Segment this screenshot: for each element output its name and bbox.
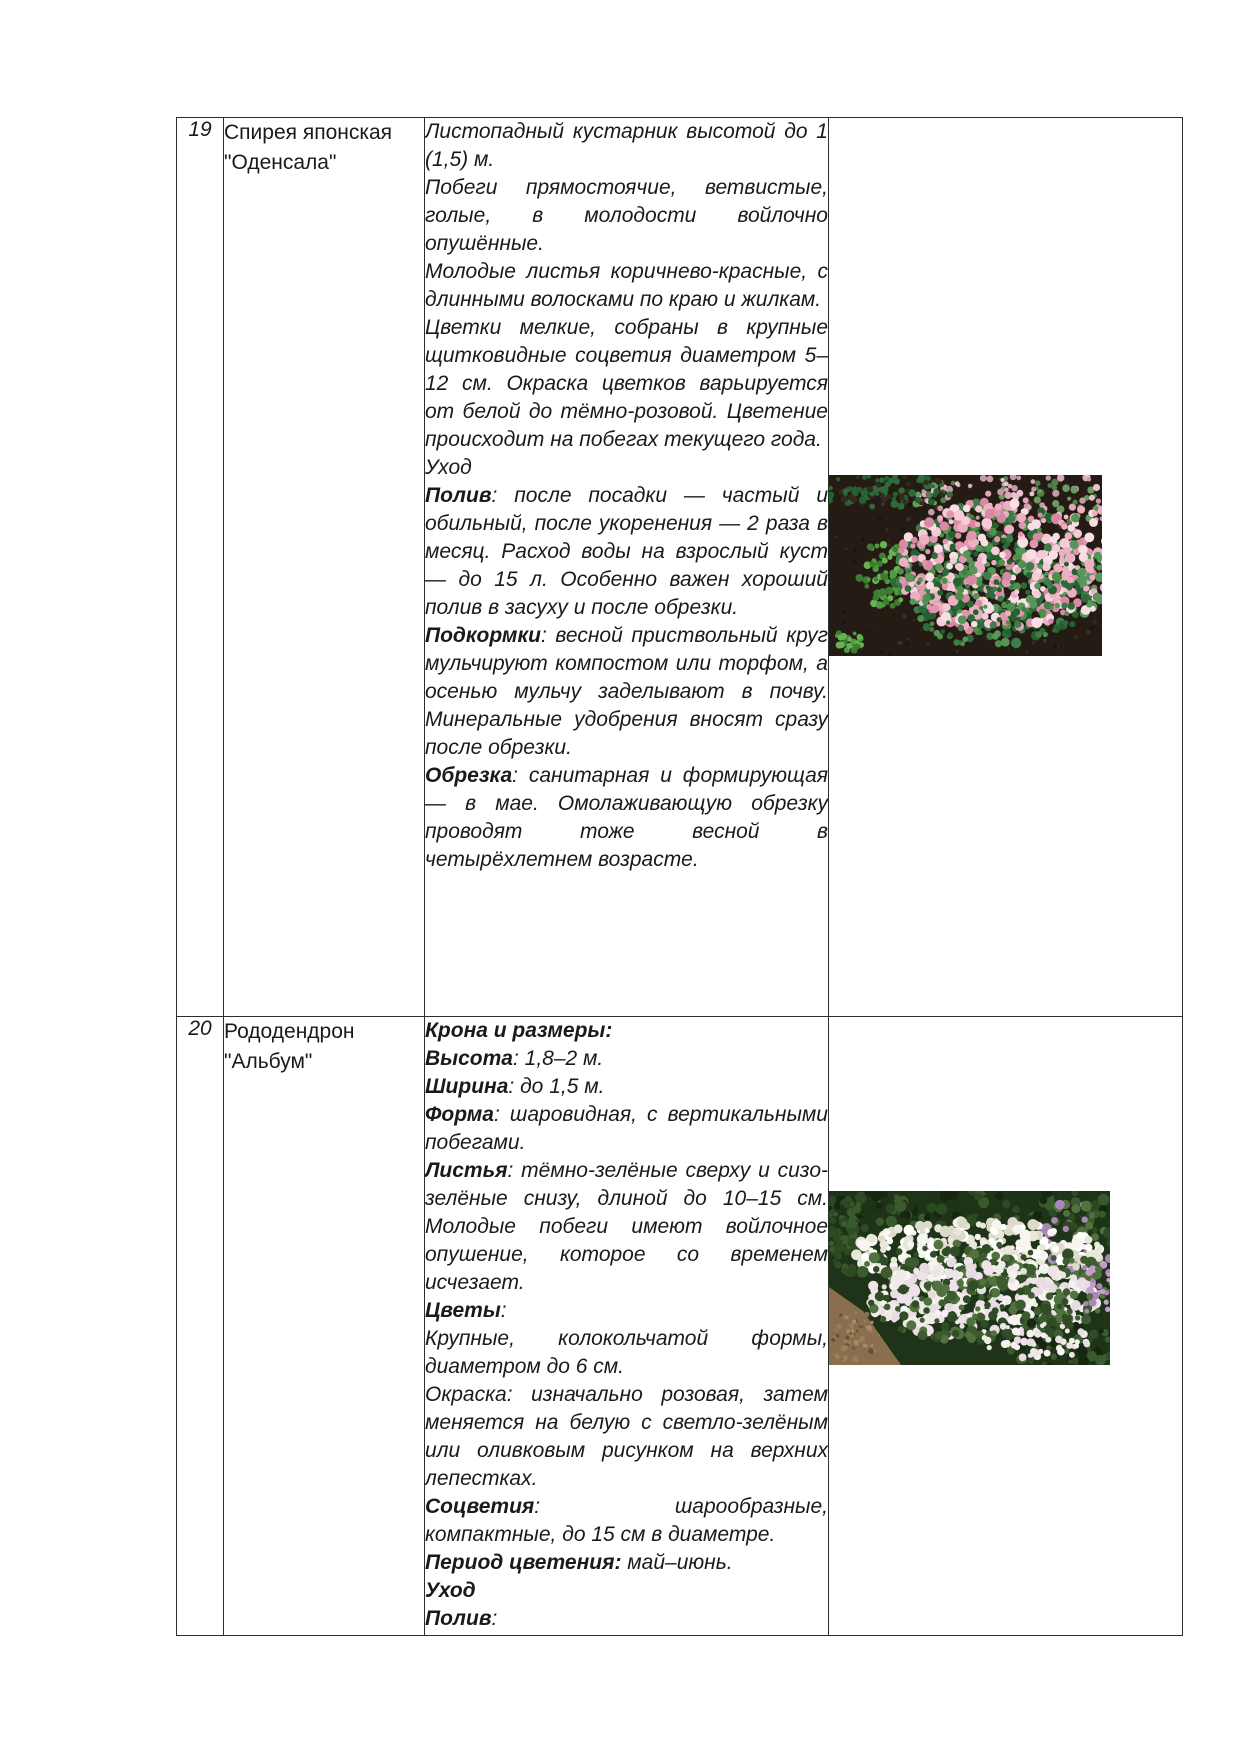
row-number-cell [177, 1017, 224, 1636]
description-paragraph: Подкормки: весной приствольный круг мульчируют компостом или торфом, а осенью мульчу заделывают в почву. Минеральные удобрения вносят сразу после обрезки. [425, 624, 828, 759]
description-paragraph: Молодые листья коричнево-красные, с длинными волосками по краю и жилкам. [425, 260, 828, 311]
description-paragraph: Побеги прямостоячие, ветвистые, голые, в молодости войлочно опушённые. [425, 176, 828, 255]
row-number: 20 [188, 1017, 212, 1040]
description-paragraph: Окраска: изначально розовая, затем меняется на белую с светло-зелёным или оливковым рисунком на верхних лепестках. [425, 1383, 828, 1490]
plant-photo-cell [829, 118, 1183, 1017]
spirea-photo [829, 475, 1182, 656]
description-paragraph: Уход [425, 456, 472, 479]
description-paragraph: Ширина: до 1,5 м. [425, 1075, 605, 1098]
plant-name: Рододендрон "Альбум" [224, 1020, 355, 1073]
rhododendron-photo [829, 1191, 1182, 1365]
plant-name: Спирея японская "Оденсала" [224, 121, 393, 174]
plants-table [176, 117, 1183, 1636]
row-number: 19 [188, 118, 212, 141]
description-paragraph: Период цветения: май–июнь. [425, 1551, 733, 1574]
plant-description-cell [425, 118, 829, 1017]
description-paragraph: Листопадный кустарник высотой до 1 (1,5) м. [425, 120, 828, 171]
description-paragraph: Обрезка: санитарная и формирующая — в мае. Омолаживающую обрезку проводят тоже весной в четырёхлетнем возрасте. [425, 764, 828, 871]
table-row [177, 1017, 1183, 1636]
description-paragraph: Крупные, колокольчатой формы, диаметром до 6 см. [425, 1327, 828, 1378]
table-row [177, 118, 1183, 1017]
plant-description-cell [425, 1017, 829, 1636]
description-paragraph: Цветы: [425, 1299, 507, 1322]
plant-name-cell [224, 118, 425, 1017]
description-paragraph: Уход [425, 1579, 476, 1602]
row-number-cell [177, 118, 224, 1017]
description-paragraph: Листья: тёмно-зелёные сверху и сизо-зелёные снизу, длиной до 10–15 см. Молодые побеги имеют войлочное опушение, которое со временем исчезает. [425, 1159, 828, 1294]
plant-photo-cell [829, 1017, 1183, 1636]
description-paragraph: Соцветия: шарообразные, компактные, до 15 см в диаметре. [425, 1495, 828, 1546]
description-paragraph: Полив: после посадки — частый и обильный, после укоренения — 2 раза в месяц. Расход воды на взрослый куст — до 15 л. Особенно важен хороший полив в засуху и после обрезки. [425, 484, 828, 619]
description-paragraph: Цветки мелкие, собраны в крупные щитковидные соцветия диаметром 5–12 см. Окраска цветков варьируется от белой до тёмно-розовой. Цветение происходит на побегах текущего года. [425, 316, 828, 451]
description-paragraph: Форма: шаровидная, с вертикальными побегами. [425, 1103, 828, 1154]
plant-name-cell [224, 1017, 425, 1636]
description-paragraph: Крона и размеры: [425, 1019, 613, 1042]
description-paragraph: Высота: 1,8–2 м. [425, 1047, 604, 1070]
description-paragraph: Полив: [425, 1607, 498, 1630]
